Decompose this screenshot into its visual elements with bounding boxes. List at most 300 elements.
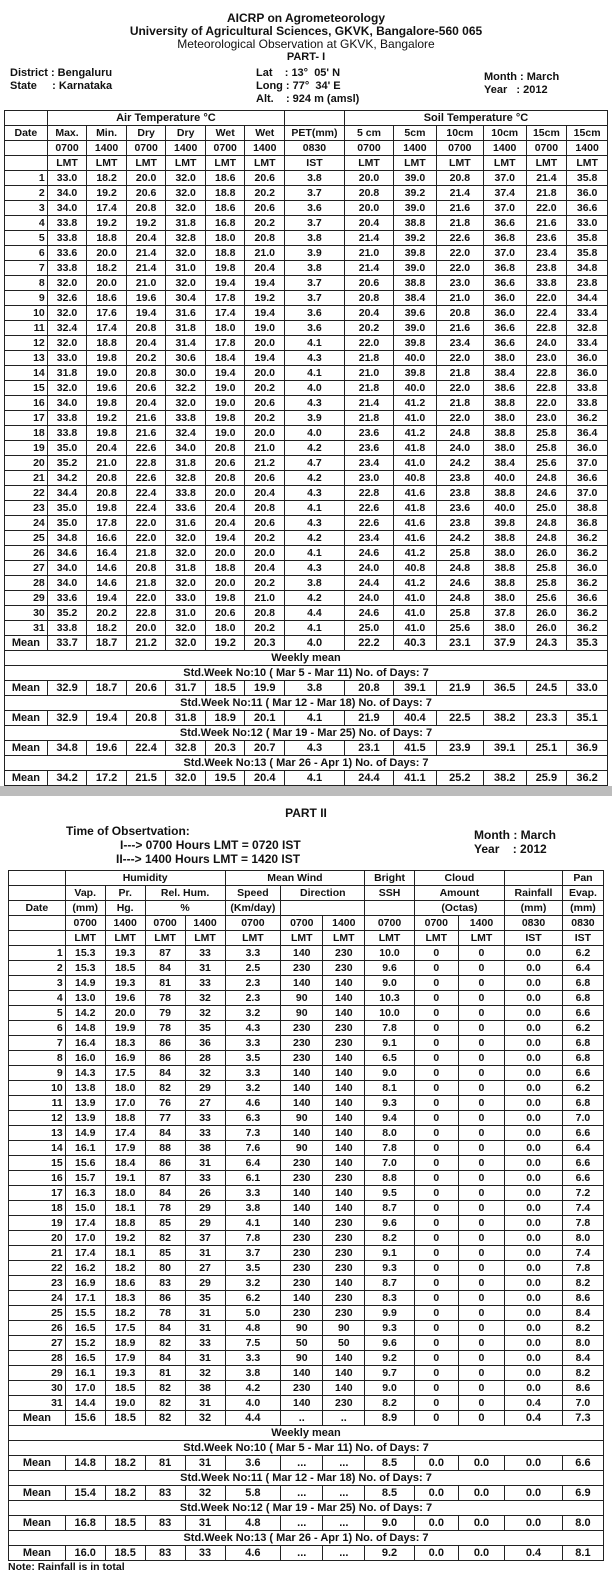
value-cell: 24.8 bbox=[526, 471, 567, 486]
value-cell: 3.9 bbox=[285, 246, 345, 261]
week-mean-cell: ... bbox=[323, 1456, 365, 1471]
time-header: 1400 bbox=[105, 916, 145, 931]
week-mean-cell: 6.6 bbox=[562, 1456, 603, 1471]
value-cell: 41.6 bbox=[394, 531, 437, 546]
value-cell: 0 bbox=[414, 1231, 458, 1246]
value-cell: 18.8 bbox=[205, 186, 245, 201]
value-cell: 230 bbox=[281, 1381, 323, 1396]
table-row bbox=[9, 1126, 604, 1141]
value-cell: 19.2 bbox=[87, 411, 127, 426]
speed-header: Speed bbox=[225, 886, 281, 901]
value-cell: 33 bbox=[185, 1126, 225, 1141]
value-cell: 24.0 bbox=[526, 336, 567, 351]
value-cell: 18.8 bbox=[205, 561, 245, 576]
column-header: 10cm bbox=[483, 126, 526, 141]
value-cell: 38.0 bbox=[483, 351, 526, 366]
value-cell: 17.4 bbox=[65, 1246, 105, 1261]
value-cell: 22.8 bbox=[126, 456, 166, 471]
value-cell: 16.4 bbox=[65, 1036, 105, 1051]
value-cell: 230 bbox=[323, 1246, 365, 1261]
value-cell: 36.0 bbox=[567, 561, 608, 576]
value-cell: 90 bbox=[281, 1111, 323, 1126]
time-header: 1400 bbox=[323, 916, 365, 931]
value-cell: 18.2 bbox=[87, 621, 127, 636]
value-cell: 20.0 bbox=[245, 366, 285, 381]
value-cell: 35.0 bbox=[47, 441, 87, 456]
header-row bbox=[5, 126, 608, 141]
value-cell: 17.9 bbox=[105, 1141, 145, 1156]
value-cell: 20.0 bbox=[126, 171, 166, 186]
week-mean-cell: 31.7 bbox=[166, 681, 206, 696]
value-cell: 20.2 bbox=[245, 411, 285, 426]
value-cell: 140 bbox=[323, 1126, 365, 1141]
week-mean-cell: 21.9 bbox=[436, 681, 483, 696]
week-label-row bbox=[5, 726, 608, 741]
value-cell: 0 bbox=[414, 976, 458, 991]
value-cell: 41.0 bbox=[394, 591, 437, 606]
value-cell: 2.3 bbox=[225, 976, 281, 991]
week-mean-cell: 0.0 bbox=[458, 1516, 504, 1531]
value-cell: 17.4 bbox=[87, 201, 127, 216]
value-cell: 32.0 bbox=[166, 201, 206, 216]
value-cell: 38.8 bbox=[483, 576, 526, 591]
value-cell: 0.0 bbox=[505, 1036, 563, 1051]
value-cell: 35.8 bbox=[567, 246, 608, 261]
value-cell: 24.8 bbox=[436, 426, 483, 441]
table-row bbox=[9, 1306, 604, 1321]
value-cell: 22.0 bbox=[436, 246, 483, 261]
value-cell: 33.8 bbox=[567, 396, 608, 411]
week-label: Std.Week No:10 ( Mar 5 - Mar 11) No. of Days: 7 bbox=[9, 1441, 604, 1456]
value-cell: 36.2 bbox=[567, 621, 608, 636]
week-mean-cell: 21.9 bbox=[344, 711, 393, 726]
value-cell: 31.8 bbox=[166, 216, 206, 231]
value-cell: 0 bbox=[414, 1111, 458, 1126]
date-cell: 20 bbox=[9, 1231, 66, 1246]
value-cell: 20.2 bbox=[245, 576, 285, 591]
unit-header: Hg. bbox=[105, 901, 145, 916]
date-cell: 10 bbox=[9, 1081, 66, 1096]
value-cell: 140 bbox=[323, 1111, 365, 1126]
value-cell: 0 bbox=[414, 1321, 458, 1336]
value-cell: 32 bbox=[185, 1366, 225, 1381]
value-cell: 31 bbox=[185, 961, 225, 976]
value-cell: 33 bbox=[185, 1171, 225, 1186]
value-cell: 30.4 bbox=[166, 291, 206, 306]
value-cell: 21.4 bbox=[526, 171, 567, 186]
value-cell: 140 bbox=[281, 1066, 323, 1081]
zone-header: LMT bbox=[65, 931, 105, 946]
week-mean-cell: 0.0 bbox=[414, 1456, 458, 1471]
value-cell: 4.1 bbox=[225, 1216, 281, 1231]
value-cell: 32.0 bbox=[166, 621, 206, 636]
value-cell: 8.2 bbox=[562, 1366, 603, 1381]
value-cell: 230 bbox=[323, 961, 365, 976]
part2-header bbox=[0, 796, 612, 870]
value-cell: 20.2 bbox=[87, 606, 127, 621]
value-cell: 0 bbox=[458, 946, 504, 961]
value-cell: 230 bbox=[281, 1231, 323, 1246]
zone-header: LMT bbox=[185, 931, 225, 946]
value-cell: 25.0 bbox=[344, 621, 393, 636]
station-meta bbox=[0, 64, 612, 110]
value-cell: 14.9 bbox=[65, 1126, 105, 1141]
time-header: 0700 bbox=[225, 916, 281, 931]
date-cell: 9 bbox=[5, 291, 48, 306]
value-cell: 37.0 bbox=[567, 456, 608, 471]
value-cell: 33.0 bbox=[47, 171, 87, 186]
value-cell: 230 bbox=[323, 1396, 365, 1411]
time-header: 0700 bbox=[436, 141, 483, 156]
value-cell: 8.7 bbox=[365, 1276, 414, 1291]
week-mean-cell: 36.2 bbox=[567, 771, 608, 786]
value-cell: 0 bbox=[414, 1096, 458, 1111]
time-header: 0700 bbox=[414, 916, 458, 931]
value-cell: 35 bbox=[185, 1291, 225, 1306]
value-cell: 21.8 bbox=[126, 546, 166, 561]
value-cell: 33.8 bbox=[166, 486, 206, 501]
value-cell: 15.0 bbox=[65, 1201, 105, 1216]
week-mean-cell: 18.5 bbox=[105, 1546, 145, 1561]
value-cell: 18.5 bbox=[105, 961, 145, 976]
value-cell: 9.3 bbox=[365, 1261, 414, 1276]
table-row bbox=[5, 606, 608, 621]
value-cell: 8.7 bbox=[365, 1201, 414, 1216]
value-cell: 0 bbox=[458, 1291, 504, 1306]
value-cell: 3.5 bbox=[225, 1261, 281, 1276]
bright-header: Bright bbox=[365, 871, 414, 886]
week-mean-cell: 8.5 bbox=[365, 1486, 414, 1501]
time-header: 0700 bbox=[205, 141, 245, 156]
value-cell: 0.0 bbox=[505, 1366, 563, 1381]
value-cell: 38.8 bbox=[394, 216, 437, 231]
value-cell: 39.8 bbox=[394, 366, 437, 381]
month-label: Month : March bbox=[484, 71, 560, 83]
date-cell: 22 bbox=[9, 1261, 66, 1276]
value-cell: 0.0 bbox=[505, 1141, 563, 1156]
week-mean-cell: 20.4 bbox=[245, 771, 285, 786]
week-mean-cell: 83 bbox=[145, 1486, 185, 1501]
value-cell: 80 bbox=[145, 1261, 185, 1276]
value-cell: 20.0 bbox=[245, 336, 285, 351]
value-cell: 14.6 bbox=[87, 576, 127, 591]
value-cell: 20.0 bbox=[205, 546, 245, 561]
mean-cell: 7.3 bbox=[562, 1411, 603, 1426]
table-row bbox=[9, 1051, 604, 1066]
value-cell: 6.8 bbox=[562, 1036, 603, 1051]
table-row bbox=[5, 621, 608, 636]
table-row bbox=[5, 486, 608, 501]
table-row bbox=[9, 1036, 604, 1051]
value-cell: 0 bbox=[414, 1051, 458, 1066]
value-cell: 36.0 bbox=[567, 366, 608, 381]
part1-label: PART- I bbox=[286, 51, 326, 63]
value-cell: 23.0 bbox=[436, 276, 483, 291]
zone-header: LMT bbox=[458, 931, 504, 946]
value-cell: 34.8 bbox=[567, 261, 608, 276]
date-cell: 3 bbox=[5, 201, 48, 216]
value-cell: 0 bbox=[414, 1066, 458, 1081]
value-cell: 35.8 bbox=[567, 171, 608, 186]
value-cell: 20.6 bbox=[245, 201, 285, 216]
value-cell: 33.8 bbox=[526, 276, 567, 291]
value-cell: 22.0 bbox=[526, 201, 567, 216]
mean-row bbox=[9, 1411, 604, 1426]
value-cell: 82 bbox=[145, 1396, 185, 1411]
value-cell: 230 bbox=[323, 946, 365, 961]
table-row bbox=[5, 186, 608, 201]
mean-cell: 0.4 bbox=[505, 1411, 563, 1426]
value-cell: 9.6 bbox=[365, 961, 414, 976]
value-cell: 31 bbox=[185, 1321, 225, 1336]
value-cell: 23.4 bbox=[526, 246, 567, 261]
value-cell: 20.0 bbox=[126, 621, 166, 636]
week-mean-cell: 31.8 bbox=[166, 711, 206, 726]
week-mean-cell: 0.0 bbox=[505, 1516, 563, 1531]
value-cell: 85 bbox=[145, 1216, 185, 1231]
week-mean-cell: 38.2 bbox=[483, 711, 526, 726]
value-cell: 3.8 bbox=[285, 261, 345, 276]
value-cell: 0 bbox=[458, 1216, 504, 1231]
week-mean-row bbox=[5, 771, 608, 786]
value-cell: 22.0 bbox=[436, 381, 483, 396]
table-row bbox=[5, 291, 608, 306]
value-cell: 140 bbox=[323, 1186, 365, 1201]
date-header: Date bbox=[9, 901, 66, 916]
value-cell: 8.0 bbox=[562, 1336, 603, 1351]
value-cell: 140 bbox=[323, 1351, 365, 1366]
value-cell: 20.2 bbox=[344, 321, 393, 336]
date-cell: 6 bbox=[5, 246, 48, 261]
week-mean-cell: 20.1 bbox=[245, 711, 285, 726]
value-cell: 0.0 bbox=[505, 1216, 563, 1231]
value-cell: 4.1 bbox=[285, 501, 345, 516]
value-cell: 6.8 bbox=[562, 1051, 603, 1066]
value-cell: 40.0 bbox=[483, 471, 526, 486]
mean-cell: 32 bbox=[185, 1411, 225, 1426]
week-mean-cell: 18.2 bbox=[105, 1486, 145, 1501]
value-cell: 8.0 bbox=[365, 1126, 414, 1141]
value-cell: 0 bbox=[458, 1231, 504, 1246]
week-label: Std.Week No:13 ( Mar 26 - Apr 1) No. of Days: 7 bbox=[5, 756, 608, 771]
value-cell: 22.6 bbox=[344, 501, 393, 516]
time-header: 0700 bbox=[365, 916, 414, 931]
week-mean-cell: 0.0 bbox=[458, 1456, 504, 1471]
value-cell: 3.9 bbox=[285, 411, 345, 426]
value-cell: 230 bbox=[323, 1216, 365, 1231]
value-cell: 35.0 bbox=[47, 516, 87, 531]
value-cell: 18.1 bbox=[105, 1246, 145, 1261]
value-cell: 9.1 bbox=[365, 1246, 414, 1261]
value-cell: 20.4 bbox=[245, 561, 285, 576]
value-cell: 0.0 bbox=[505, 1261, 563, 1276]
value-cell: 230 bbox=[281, 1171, 323, 1186]
date-cell: 8 bbox=[5, 276, 48, 291]
value-cell: 34.0 bbox=[47, 186, 87, 201]
value-cell: 9.6 bbox=[365, 1216, 414, 1231]
value-cell: 38.0 bbox=[483, 591, 526, 606]
value-cell: 32.0 bbox=[166, 531, 206, 546]
value-cell: 24.0 bbox=[436, 441, 483, 456]
value-cell: 19.4 bbox=[87, 591, 127, 606]
value-cell: 140 bbox=[281, 1186, 323, 1201]
value-cell: 19.6 bbox=[105, 991, 145, 1006]
value-cell: 36.2 bbox=[567, 531, 608, 546]
value-cell: 32 bbox=[185, 991, 225, 1006]
value-cell: 20.0 bbox=[344, 201, 393, 216]
value-cell: 19.0 bbox=[205, 426, 245, 441]
value-cell: 36.6 bbox=[567, 471, 608, 486]
value-cell: 24.8 bbox=[436, 591, 483, 606]
part2-year: Year : 2012 bbox=[474, 842, 547, 856]
value-cell: 6.2 bbox=[562, 946, 603, 961]
value-cell: 84 bbox=[145, 1186, 185, 1201]
value-cell: 33.8 bbox=[47, 621, 87, 636]
value-cell: 0.0 bbox=[505, 1021, 563, 1036]
value-cell: 20.4 bbox=[245, 486, 285, 501]
value-cell: 20.0 bbox=[105, 1006, 145, 1021]
value-cell: 39.8 bbox=[394, 336, 437, 351]
value-cell: 19.8 bbox=[205, 411, 245, 426]
value-cell: 9.1 bbox=[365, 1036, 414, 1051]
week-mean-cell: 19.5 bbox=[205, 771, 245, 786]
blank-cell bbox=[9, 886, 66, 901]
value-cell: 15.6 bbox=[65, 1156, 105, 1171]
value-cell: 21.0 bbox=[344, 366, 393, 381]
value-cell: 4.7 bbox=[285, 456, 345, 471]
date-cell: 13 bbox=[5, 351, 48, 366]
week-label-row bbox=[9, 1441, 604, 1456]
value-cell: 4.2 bbox=[285, 591, 345, 606]
week-mean-cell: 8.5 bbox=[365, 1456, 414, 1471]
value-cell: 14.3 bbox=[65, 1066, 105, 1081]
part1-title: AICRP on Agrometeorology bbox=[226, 11, 385, 25]
week-mean-cell: 41.5 bbox=[394, 741, 437, 756]
value-cell: 8.2 bbox=[365, 1231, 414, 1246]
value-cell: 18.4 bbox=[105, 1156, 145, 1171]
value-cell: 140 bbox=[323, 1141, 365, 1156]
value-cell: 4.3 bbox=[285, 486, 345, 501]
value-cell: 20.2 bbox=[245, 216, 285, 231]
value-cell: 22.8 bbox=[526, 366, 567, 381]
table-row bbox=[9, 1366, 604, 1381]
value-cell: 22.6 bbox=[126, 441, 166, 456]
value-cell: 6.1 bbox=[225, 1171, 281, 1186]
value-cell: 36.4 bbox=[567, 426, 608, 441]
table-row bbox=[5, 171, 608, 186]
zone-header: LMT bbox=[105, 931, 145, 946]
value-cell: 84 bbox=[145, 1321, 185, 1336]
part1-table bbox=[4, 110, 608, 786]
value-cell: 19.8 bbox=[205, 261, 245, 276]
part1-sheet bbox=[0, 0, 612, 786]
weekly-mean-label: Weekly mean bbox=[9, 1426, 604, 1441]
value-cell: 4.0 bbox=[225, 1396, 281, 1411]
value-cell: 0.0 bbox=[505, 1231, 563, 1246]
week-mean-cell: 6.9 bbox=[562, 1486, 603, 1501]
value-cell: 4.2 bbox=[285, 531, 345, 546]
value-cell: 0.4 bbox=[505, 1396, 563, 1411]
week-mean-row bbox=[9, 1546, 604, 1561]
value-cell: 19.2 bbox=[105, 1231, 145, 1246]
value-cell: 9.6 bbox=[365, 1336, 414, 1351]
table-row bbox=[5, 501, 608, 516]
value-cell: 25.8 bbox=[526, 561, 567, 576]
value-cell: 41.6 bbox=[394, 486, 437, 501]
value-cell: 19.0 bbox=[205, 396, 245, 411]
value-cell: 23.8 bbox=[436, 486, 483, 501]
value-cell: 18.6 bbox=[205, 201, 245, 216]
date-cell: 5 bbox=[5, 231, 48, 246]
value-cell: 16.9 bbox=[105, 1051, 145, 1066]
value-cell: 18.6 bbox=[205, 171, 245, 186]
value-cell: 38.4 bbox=[394, 291, 437, 306]
value-cell: 0 bbox=[414, 1036, 458, 1051]
value-cell: 22.8 bbox=[344, 486, 393, 501]
column-header: Dry bbox=[126, 126, 166, 141]
week-mean-cell: 39.1 bbox=[394, 681, 437, 696]
value-cell: 21.8 bbox=[526, 186, 567, 201]
value-cell: 18.3 bbox=[105, 1036, 145, 1051]
blank-cell bbox=[5, 156, 48, 171]
week-mean-cell: 18.7 bbox=[87, 681, 127, 696]
value-cell: 21.4 bbox=[344, 396, 393, 411]
value-cell: 18.9 bbox=[105, 1336, 145, 1351]
date-cell: 11 bbox=[5, 321, 48, 336]
date-cell: 24 bbox=[5, 516, 48, 531]
value-cell: 23.8 bbox=[436, 471, 483, 486]
week-mean-row bbox=[9, 1486, 604, 1501]
value-cell: 41.8 bbox=[394, 501, 437, 516]
value-cell: 38.8 bbox=[483, 531, 526, 546]
value-cell: 0 bbox=[458, 1261, 504, 1276]
value-cell: 4.6 bbox=[225, 1096, 281, 1111]
value-cell: 7.3 bbox=[225, 1126, 281, 1141]
value-cell: 0 bbox=[458, 1306, 504, 1321]
humidity-header: Humidity bbox=[65, 871, 225, 886]
value-cell: 140 bbox=[323, 991, 365, 1006]
value-cell: 21.4 bbox=[436, 186, 483, 201]
week-mean-cell: 33.0 bbox=[567, 681, 608, 696]
date-cell: 8 bbox=[9, 1051, 66, 1066]
value-cell: 25.6 bbox=[526, 456, 567, 471]
value-cell: 7.8 bbox=[225, 1231, 281, 1246]
value-cell: 0 bbox=[414, 1156, 458, 1171]
table-row bbox=[9, 1201, 604, 1216]
table-row bbox=[9, 1216, 604, 1231]
week-mean-cell: 35.1 bbox=[567, 711, 608, 726]
week-mean-row bbox=[5, 711, 608, 726]
value-cell: 13.0 bbox=[65, 991, 105, 1006]
value-cell: 140 bbox=[281, 976, 323, 991]
value-cell: 0 bbox=[414, 1141, 458, 1156]
value-cell: 38.6 bbox=[483, 381, 526, 396]
table-row bbox=[5, 426, 608, 441]
table-row bbox=[9, 1171, 604, 1186]
value-cell: 35.2 bbox=[47, 606, 87, 621]
value-cell: 3.5 bbox=[225, 1051, 281, 1066]
value-cell: 20.6 bbox=[126, 186, 166, 201]
value-cell: 36.6 bbox=[483, 336, 526, 351]
value-cell: 23.6 bbox=[344, 441, 393, 456]
table-row bbox=[5, 321, 608, 336]
value-cell: 24.6 bbox=[526, 486, 567, 501]
value-cell: 21.2 bbox=[245, 456, 285, 471]
value-cell: 22.8 bbox=[526, 321, 567, 336]
value-cell: 4.1 bbox=[285, 366, 345, 381]
table-row bbox=[9, 1111, 604, 1126]
value-cell: 50 bbox=[281, 1336, 323, 1351]
